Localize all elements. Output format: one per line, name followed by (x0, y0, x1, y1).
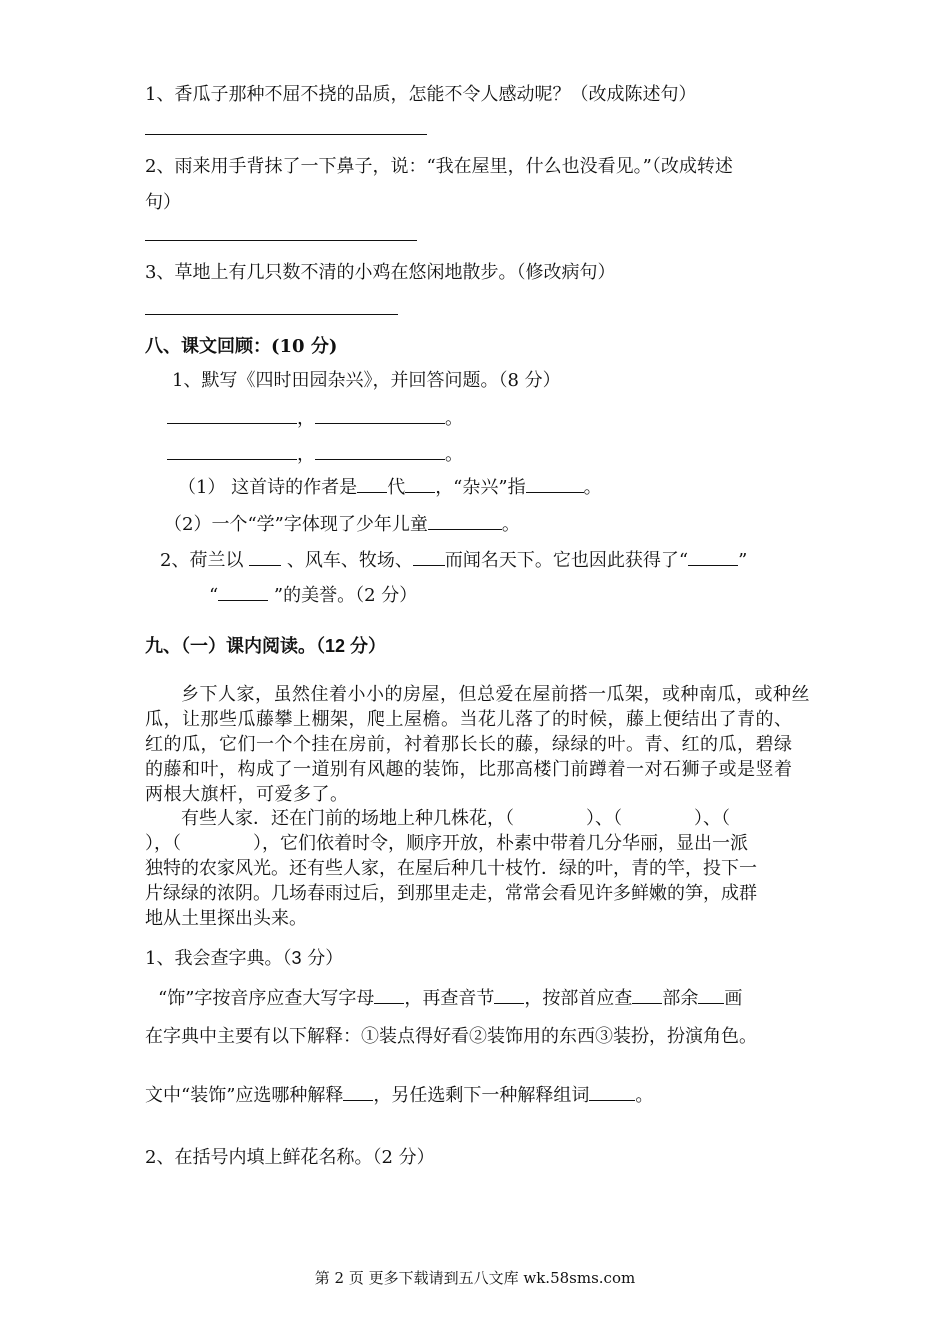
q9-1-line-1: “饰”字按音序应查大写字母 ，再查音节 ，按部首应查 部余 画 (158, 988, 743, 1009)
passage-paragraph-2-line-3: 独特的农家风光。还有些人家，在屋后种几十枝竹．绿的叶，青的竿，投下一 (145, 858, 757, 879)
fill-blank[interactable] (589, 1084, 635, 1101)
fill-blank[interactable] (413, 549, 445, 566)
poem-line-2: ， 。 (167, 440, 463, 466)
passage-paragraph-1: 乡下人家，虽然住着小小的房屋，但总爱在屋前搭一瓜架，或种南瓜，或种丝瓜，让那些瓜藤攀上棚架，爬上屋檐。当花儿落了的时候，藤上便结出了青的、红的瓜，它们一个个挂在房前，衬着那长长的藤，绿绿的叶。青、红的瓜，碧绿的藤和叶，构成了一道别有风趣的装饰，比那高楼门前蹲着一对石狮子或是竖着两根大旗杆，可爱多了。 (145, 684, 810, 805)
answer-line[interactable] (145, 240, 417, 241)
q9-1-line-3: 文中“装饰”应选哪种解释 ，另任选剩下一种解释组词 。 (145, 1085, 654, 1106)
fill-blank[interactable] (428, 513, 502, 530)
poem-line-1: ， 。 (167, 404, 463, 430)
fill-blank[interactable] (632, 987, 662, 1004)
fill-blank[interactable] (343, 1084, 373, 1101)
answer-line[interactable] (145, 134, 427, 135)
poem-blank[interactable] (167, 407, 297, 424)
poem-blank[interactable] (315, 407, 445, 424)
fill-blank[interactable] (357, 476, 387, 493)
q7-1-text: 1、香瓜子那种不屈不挠的品质，怎能不令人感动呢？（改成陈述句） (145, 84, 697, 105)
fill-blank[interactable] (526, 476, 584, 493)
fill-blank[interactable] (688, 549, 738, 566)
q7-2-text: 2、雨来用手背抹了一下鼻子，说：“我在屋里，什么也没看见。”（改成转述 (145, 156, 733, 177)
fill-blank[interactable] (405, 476, 435, 493)
fill-blank[interactable] (698, 987, 724, 1004)
section-8-title: 八、课文回顾：(10 分) (145, 336, 338, 357)
section-9-title: 九、（一）课内阅读。（12 分） (145, 636, 387, 657)
fill-blank[interactable] (494, 987, 524, 1004)
q7-3-text: 3、草地上有几只数不清的小鸡在悠闲地散步。（修改病句） (145, 262, 616, 283)
page-footer: 第 2 页 更多下载请到五八文库 wk.58sms.com (314, 1269, 636, 1287)
fill-blank[interactable] (218, 584, 268, 601)
q9-2-text: 2、在括号内填上鲜花名称。（2 分） (145, 1147, 435, 1168)
q9-1-text: 1、我会查字典。（3 分） (145, 948, 344, 969)
poem-blank[interactable] (315, 443, 445, 460)
poem-blank[interactable] (167, 443, 297, 460)
q8-2-text-cont: “ ”的美誉。（2 分） (209, 585, 418, 606)
reading-passage (145, 682, 810, 807)
answer-line[interactable] (145, 314, 398, 315)
passage-paragraph-2-line-5: 地从土里探出头来。 (145, 908, 307, 929)
q9-1-line-2: 在字典中主要有以下解释：①装点得好看②装饰用的东西③装扮，扮演角色。 (145, 1026, 757, 1047)
fill-blank[interactable] (249, 549, 281, 566)
passage-paragraph-2-line-1: 有些人家．还在门前的场地上种几株花，（ ）、（ ）、（ (181, 808, 730, 829)
q8-2-text: 2、荷兰以 、风车、牧场、 而闻名天下。它也因此获得了“ ” (160, 550, 748, 571)
q8-1-sub1: （1） 这首诗的作者是 代 ，“杂兴”指 。 (178, 477, 602, 498)
q8-1-sub2: （2）一个“学”字体现了少年儿童 。 (164, 514, 520, 535)
fill-blank[interactable] (374, 987, 404, 1004)
passage-paragraph-2-line-2: ），（ ），它们依着时令，顺序开放，朴素中带着几分华丽，显出一派 (145, 833, 748, 854)
q7-2-text-cont: 句） (145, 192, 181, 213)
passage-paragraph-2-line-4: 片绿绿的浓阴。几场春雨过后，到那里走走，常常会看见许多鲜嫩的笋，成群 (145, 883, 757, 904)
q8-1-text: 1、默写《四时田园杂兴》，并回答问题。（8 分） (172, 370, 561, 391)
